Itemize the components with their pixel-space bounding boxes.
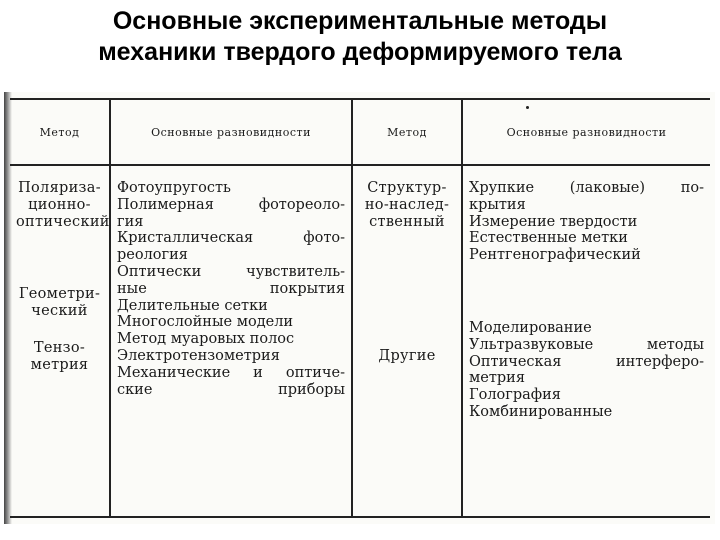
variant-multilayer-models: Многослойные модели [117, 314, 294, 331]
slide-title-line-1: Основные экспериментальные методы [112, 7, 608, 35]
scanned-table-image [4, 92, 715, 524]
slide-title [0, 6, 720, 68]
header-method-right: Метод [352, 99, 462, 165]
right-variants-cell [462, 165, 710, 517]
variant-modeling: Моделирование [469, 319, 592, 336]
variant-ultrasonic-methods: Ультразвуковые методы [469, 336, 704, 353]
left-methods-cell [10, 165, 110, 517]
methods-table [10, 98, 710, 518]
variant-photoelasticity: Фотоупругость [117, 180, 231, 196]
table-header-row [10, 99, 710, 165]
method-tensometry: Тензо- метрия [30, 339, 89, 373]
variant-holography: Голография [469, 387, 561, 404]
variant-brittle-lacquer-coatings: Хрупкие (лаковые) по- крытия [469, 180, 704, 213]
method-structural-hereditary: Структур- но-наслед- ственный [364, 180, 450, 230]
right-methods-cell [352, 165, 462, 517]
variant-optically-sensitive-coatings: Оптически чувствитель- ные покрытия [117, 263, 345, 297]
method-geometric: Геометри- ческий [18, 286, 101, 320]
variant-moire-fringe-method: Метод муаровых полос [117, 331, 295, 348]
variant-combined: Комбинированные [469, 403, 613, 420]
variant-electrotensometry: Электротензометрия [117, 347, 280, 364]
method-polarization-optical: Поляриза- ционно- оптический [16, 180, 110, 230]
left-variants-cell [110, 165, 352, 517]
slide-title-line-2: механики твердого деформируемого тела [98, 38, 622, 66]
variant-crystal-photorheology: Кристаллическая фото- реология [117, 230, 345, 264]
variant-dividing-grids: Делительные сетки [117, 297, 268, 314]
variant-mechanical-optical-devices: Механические и оптиче- ские приборы [117, 364, 345, 398]
variant-x-ray: Рентгенографический [469, 247, 641, 264]
table-body-row [10, 165, 710, 517]
variant-optical-interferometry: Оптическая интерферо- метрия [469, 353, 704, 387]
variant-polymer-photorheology: Полимерная фотореоло- гия [117, 196, 345, 230]
header-method-left: Метод [10, 99, 110, 165]
variant-hardness-measurement: Измерение твердости [469, 213, 638, 230]
header-variants-right: Основные разновидности [462, 99, 710, 165]
variant-natural-marks: Естественные метки [469, 230, 628, 247]
method-other: Другие [378, 348, 436, 365]
header-variants-left: Основные разновидности [110, 99, 352, 165]
